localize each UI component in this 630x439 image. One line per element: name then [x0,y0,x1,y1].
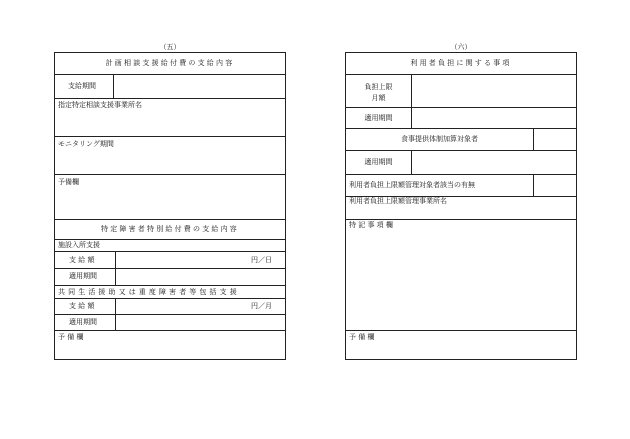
right-form-panel [345,52,577,360]
designated-office-label: 指定特定相談支援事業所名 [58,101,142,109]
divider [55,298,285,299]
divider [346,128,576,129]
divider [346,107,576,108]
divider [411,150,412,174]
divider [346,330,576,331]
facility-admission-label: 施設入所支援 [58,241,100,249]
user-burden-header: 利用者負担に関する事項 [410,59,512,67]
burden-limit-label: 負担上限 [364,83,393,91]
divider [55,174,285,175]
divider [55,285,285,286]
divider [55,219,285,220]
divider [533,174,534,196]
divider [55,239,285,240]
special-notes-label: 特 記 事 項 欄 [349,221,393,229]
meal-provision-label: 食事提供体制加算対象者 [401,135,478,143]
group-home-support-label: 共同生活援助又は重度障害者等包括支援 [58,288,240,296]
amount-daily-unit: 円／日 [251,256,272,264]
left-page-number: （五） [159,43,181,51]
divider [346,74,576,75]
divider [55,74,285,75]
burden-management-office-label: 利用者負担上限額管理事業所名 [349,197,447,205]
divider [55,330,285,331]
divider [55,268,285,269]
payment-period-label: 支給期間 [68,82,96,90]
divider [346,219,576,220]
amount-daily-label: 支 給 額 [69,256,95,264]
applicable-period-label: 適用期間 [69,318,97,326]
divider [55,98,285,99]
monitoring-period-label: モニタリング期間 [58,140,114,148]
amount-monthly-label: 支 給 額 [69,302,95,310]
right-page-number: （六） [450,43,472,51]
divider [55,251,285,252]
divider [533,128,534,150]
applicable-period-label: 適用期間 [364,158,393,166]
divider [346,150,576,151]
left-form-panel [54,52,286,360]
divider [411,74,412,128]
amount-monthly-unit: 円／月 [251,302,272,310]
plan-consultation-header: 計画相談支援給付費の支給内容 [105,59,235,67]
burden-limit-label: 月額 [371,94,386,102]
divider [55,314,285,315]
divider [346,174,576,175]
special-benefit-header: 特定障害者特別給付費の支給内容 [101,225,239,233]
applicable-period-label: 適用期間 [69,272,97,280]
reserve-field-label: 予 備 欄 [349,333,375,341]
burden-management-target-label: 利用者負担上限額管理対象者該当の有無 [349,181,475,189]
reserve-field-label: 予 備 欄 [58,333,84,341]
divider [55,136,285,137]
reserve-field-label: 予備欄 [58,178,79,186]
applicable-period-label: 適用期間 [364,114,393,122]
divider [113,74,114,98]
